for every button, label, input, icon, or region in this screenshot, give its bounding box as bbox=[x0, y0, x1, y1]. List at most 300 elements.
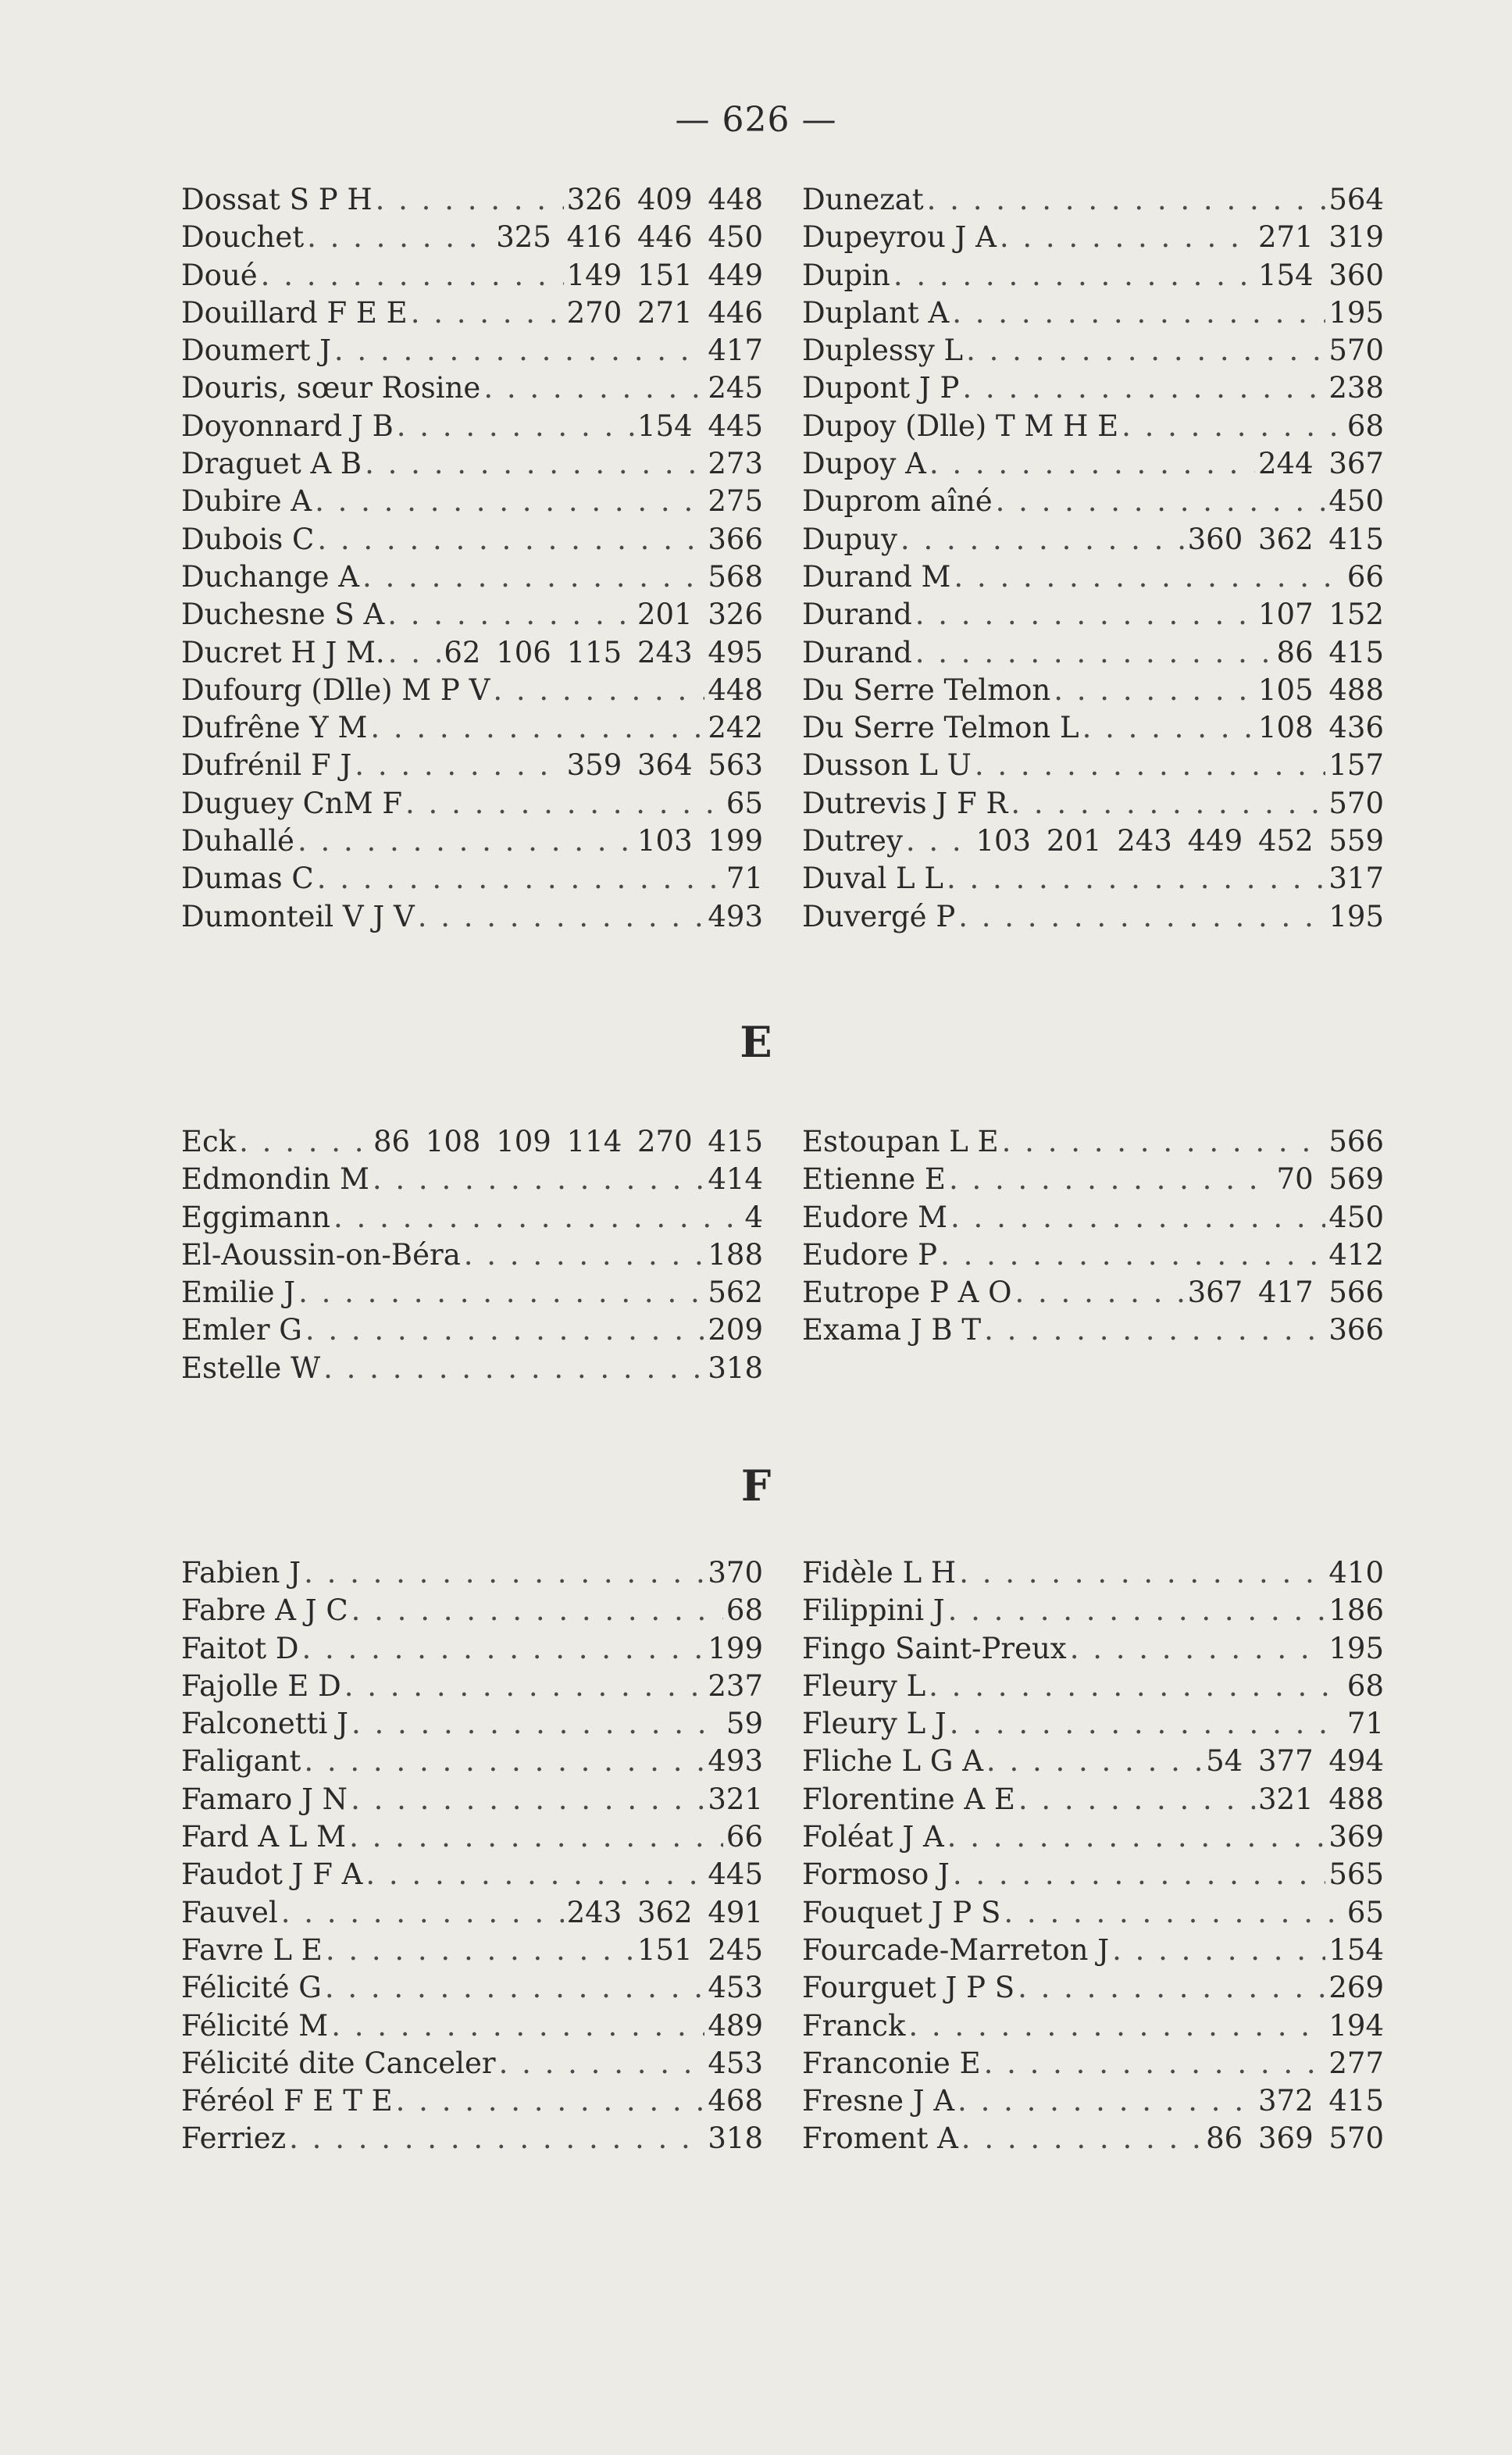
dot-leader bbox=[289, 2120, 704, 2157]
index-entry bbox=[802, 558, 1384, 596]
entry-name: Duprom aîné bbox=[802, 484, 993, 519]
index-entry bbox=[802, 1668, 1384, 1705]
index-entry bbox=[181, 1781, 763, 1818]
entry-name: Du Serre Telmon L bbox=[802, 711, 1079, 745]
dot-leader bbox=[1015, 1274, 1185, 1311]
entry-name: Dupoy A bbox=[802, 447, 926, 481]
entry-pages: 489 bbox=[708, 2008, 763, 2043]
dot-leader bbox=[1018, 1969, 1325, 2007]
entry-name: Fleury L J bbox=[802, 1707, 947, 1741]
index-entry bbox=[802, 1781, 1384, 1818]
entry-pages: 103 201 243 449 452 559 bbox=[975, 824, 1384, 858]
dot-leader bbox=[376, 181, 564, 219]
entry-name: Dutrey bbox=[802, 824, 903, 858]
entry-name: Dupoy (Dlle) T M H E bbox=[802, 409, 1119, 443]
dot-leader bbox=[900, 521, 1185, 558]
index-entry bbox=[181, 1894, 763, 1932]
dot-leader bbox=[304, 1743, 704, 1780]
entry-pages: 151 245 bbox=[637, 1932, 763, 1967]
dot-leader bbox=[239, 1123, 370, 1161]
dot-leader bbox=[323, 1350, 704, 1387]
entry-pages: 54 377 494 bbox=[1206, 1744, 1384, 1779]
index-entry bbox=[181, 785, 763, 822]
entry-name: Dufrénil F J bbox=[181, 748, 352, 783]
index-entry bbox=[181, 860, 763, 897]
entry-pages: 369 bbox=[1328, 1820, 1384, 1854]
column-left bbox=[181, 181, 763, 936]
dot-leader bbox=[1018, 1781, 1255, 1818]
entry-name: Franconie E bbox=[802, 2046, 981, 2080]
entry-pages: 195 bbox=[1328, 899, 1384, 933]
dot-leader bbox=[304, 1554, 704, 1592]
entry-pages: 4 bbox=[744, 1200, 763, 1234]
entry-name: Faligant bbox=[181, 1744, 301, 1779]
entry-name: Féréol F E T E bbox=[181, 2084, 393, 2118]
entry-pages: 468 bbox=[708, 2084, 763, 2118]
entry-name: Fard A L M bbox=[181, 1820, 347, 1854]
index-entry bbox=[181, 1274, 763, 1311]
dot-leader bbox=[355, 747, 563, 784]
index-entry bbox=[802, 860, 1384, 897]
dot-leader bbox=[315, 483, 704, 520]
entry-name: Doumert J bbox=[181, 334, 331, 368]
entry-name: Dumonteil V J V bbox=[181, 899, 415, 933]
index-entry bbox=[181, 1199, 763, 1236]
entry-name: Ducret H J M. bbox=[181, 635, 385, 669]
section-letter-f: F bbox=[740, 1461, 772, 1511]
entry-pages: 318 bbox=[708, 2121, 763, 2156]
dot-leader bbox=[351, 1705, 723, 1743]
entry-pages: 453 bbox=[708, 1971, 763, 2005]
index-entry bbox=[181, 1969, 763, 2007]
dot-leader bbox=[927, 181, 1326, 219]
entry-pages: 154 445 bbox=[637, 409, 763, 443]
entry-name: Fabre A J C bbox=[181, 1593, 348, 1628]
dot-leader bbox=[331, 2007, 704, 2045]
entry-name: Durand bbox=[802, 598, 912, 632]
index-entry bbox=[802, 1161, 1384, 1198]
entry-pages: 86 415 bbox=[1276, 635, 1384, 669]
index-entry bbox=[802, 521, 1384, 558]
dot-leader bbox=[953, 1856, 1326, 1893]
entry-pages: 245 bbox=[708, 371, 763, 405]
entry-pages: 450 bbox=[1328, 1200, 1384, 1234]
entry-pages: 65 bbox=[726, 786, 763, 820]
entry-pages: 568 bbox=[708, 559, 763, 594]
dot-leader bbox=[349, 1818, 723, 1856]
entry-name: Eudore P bbox=[802, 1237, 938, 1272]
entry-name: Fabien J bbox=[181, 1556, 301, 1590]
entry-name: Formoso J bbox=[802, 1857, 950, 1892]
dot-leader bbox=[333, 1199, 741, 1236]
index-entry bbox=[181, 294, 763, 332]
dot-leader bbox=[984, 1311, 1325, 1349]
entry-pages: 154 bbox=[1328, 1932, 1384, 1967]
entry-name: Eggimann bbox=[181, 1200, 331, 1234]
dot-leader bbox=[1082, 709, 1255, 747]
dot-leader bbox=[302, 1630, 705, 1668]
entry-pages: 59 bbox=[726, 1707, 763, 1741]
entry-name: Eudore M bbox=[802, 1200, 948, 1234]
index-entry bbox=[802, 1743, 1384, 1780]
section-e bbox=[181, 1123, 1384, 1387]
entry-pages: 186 bbox=[1328, 1593, 1384, 1628]
dot-leader bbox=[397, 408, 634, 445]
entry-name: Félicité G bbox=[181, 1971, 322, 2005]
entry-pages: 244 367 bbox=[1257, 447, 1384, 481]
entry-pages: 414 bbox=[708, 1162, 763, 1197]
dot-leader bbox=[1070, 1630, 1326, 1668]
entry-name: Fouquet J P S bbox=[802, 1895, 1001, 1929]
dot-leader bbox=[929, 445, 1255, 483]
column-right bbox=[802, 181, 1384, 936]
index-entry bbox=[802, 181, 1384, 219]
dot-leader bbox=[373, 1161, 704, 1198]
entry-name: Emilie J bbox=[181, 1276, 296, 1310]
index-entry bbox=[802, 1894, 1384, 1932]
index-entry bbox=[181, 408, 763, 445]
entry-name: Falconetti J bbox=[181, 1707, 348, 1741]
entry-name: Doué bbox=[181, 258, 258, 292]
entry-pages: 269 bbox=[1328, 1971, 1384, 2005]
dot-leader bbox=[966, 332, 1325, 369]
dot-leader bbox=[952, 294, 1325, 332]
entry-name: El-Aoussin-on-Béra bbox=[181, 1237, 461, 1272]
entry-name: Dossat S P H bbox=[181, 183, 373, 216]
index-entry bbox=[802, 332, 1384, 369]
entry-pages: 237 bbox=[708, 1668, 763, 1703]
entry-name: Examа J B T bbox=[802, 1313, 982, 1347]
index-entry bbox=[802, 1554, 1384, 1592]
dot-leader bbox=[281, 1894, 564, 1932]
dot-leader bbox=[947, 1818, 1326, 1856]
entry-pages: 209 bbox=[708, 1313, 763, 1347]
column-left bbox=[181, 1554, 763, 2158]
entry-name: Dupeyrou J A bbox=[802, 220, 997, 255]
dot-leader bbox=[344, 1668, 705, 1705]
entry-name: Favre L E bbox=[181, 1932, 323, 1967]
dot-leader bbox=[388, 634, 441, 672]
dot-leader bbox=[986, 1743, 1203, 1780]
index-entry bbox=[802, 898, 1384, 936]
entry-name: Estoupan L E bbox=[802, 1125, 999, 1158]
entry-pages: 453 bbox=[708, 2046, 763, 2080]
entry-pages: 199 bbox=[708, 1631, 763, 1665]
index-entry bbox=[181, 1236, 763, 1274]
index-entry bbox=[802, 1236, 1384, 1274]
entry-name: Dumas C bbox=[181, 862, 314, 896]
entry-name: Du Serre Telmon bbox=[802, 673, 1051, 707]
entry-name: Fauvel bbox=[181, 1895, 278, 1929]
index-entry bbox=[802, 672, 1384, 709]
index-entry bbox=[181, 1123, 763, 1161]
index-entry bbox=[181, 1630, 763, 1668]
dot-leader bbox=[298, 822, 634, 860]
dot-leader bbox=[957, 2082, 1255, 2120]
entry-pages: 65 bbox=[1346, 1895, 1384, 1929]
dot-leader bbox=[365, 445, 704, 483]
dot-leader bbox=[326, 1932, 634, 1969]
section-letter-e: E bbox=[740, 1017, 772, 1067]
entry-pages: 242 bbox=[708, 711, 763, 745]
entry-name: Douris, sœur Rosine bbox=[181, 371, 481, 405]
index-entry bbox=[802, 634, 1384, 672]
entry-name: Florentine A E bbox=[802, 1782, 1015, 1816]
entry-pages: 410 bbox=[1328, 1556, 1384, 1590]
index-entry bbox=[802, 257, 1384, 294]
entry-pages: 360 362 415 bbox=[1187, 522, 1384, 556]
entry-name: Eck bbox=[181, 1125, 237, 1158]
entry-name: Eutrope P A O bbox=[802, 1276, 1012, 1310]
index-entry bbox=[181, 1856, 763, 1893]
entry-name: Fresne J A bbox=[802, 2084, 955, 2118]
entry-name: Duchesne S A bbox=[181, 598, 385, 632]
dot-leader bbox=[499, 2045, 705, 2082]
entry-pages: 445 bbox=[708, 1857, 763, 1892]
entry-name: Félicité dite Canceler bbox=[181, 2046, 496, 2080]
entry-pages: 149 151 449 bbox=[566, 258, 763, 292]
entry-pages: 71 bbox=[1346, 1707, 1384, 1741]
index-entry bbox=[181, 2082, 763, 2120]
index-entry bbox=[181, 898, 763, 936]
entry-pages: 277 bbox=[1328, 2046, 1384, 2080]
entry-pages: 493 bbox=[708, 1744, 763, 1779]
entry-name: Félicité M bbox=[181, 2008, 329, 2043]
entry-name: Dupont J P bbox=[802, 371, 960, 405]
dot-leader bbox=[483, 369, 704, 407]
dot-leader bbox=[915, 634, 1274, 672]
index-entry bbox=[181, 1554, 763, 1592]
entry-name: Froment A bbox=[802, 2121, 958, 2156]
index-entry bbox=[802, 1592, 1384, 1629]
entry-pages: 570 bbox=[1328, 786, 1384, 820]
entry-pages: 103 199 bbox=[637, 824, 763, 858]
entry-pages: 108 436 bbox=[1257, 711, 1384, 745]
index-entry bbox=[181, 1818, 763, 1856]
entry-name: Doyonnard J B bbox=[181, 409, 394, 443]
entry-name: Dupuy bbox=[802, 522, 897, 556]
index-entry bbox=[181, 1350, 763, 1387]
entry-name: Dutrevis J F R bbox=[802, 786, 1008, 820]
index-entry bbox=[802, 408, 1384, 445]
dot-leader bbox=[366, 1856, 704, 1893]
entry-name: Duchange A bbox=[181, 559, 359, 594]
entry-name: Duplessy L bbox=[802, 334, 964, 368]
entry-name: Durand bbox=[802, 635, 912, 669]
entry-pages: 366 bbox=[1328, 1313, 1384, 1347]
index-entry bbox=[802, 219, 1384, 256]
index-entry bbox=[181, 2120, 763, 2157]
dot-leader bbox=[351, 1592, 723, 1629]
index-entry bbox=[181, 634, 763, 672]
entry-pages: 562 bbox=[708, 1276, 763, 1310]
section-f bbox=[181, 1554, 1384, 2158]
entry-name: Etienne E bbox=[802, 1162, 946, 1197]
section-d bbox=[181, 181, 1384, 936]
entry-pages: 317 bbox=[1328, 862, 1384, 896]
dot-leader bbox=[362, 558, 704, 596]
dot-leader bbox=[940, 1236, 1325, 1274]
index-entry bbox=[802, 747, 1384, 784]
index-entry bbox=[181, 181, 763, 219]
index-entry bbox=[802, 2120, 1384, 2157]
dot-leader bbox=[975, 747, 1326, 784]
entry-pages: 326 409 448 bbox=[566, 183, 763, 216]
entry-name: Dupin bbox=[802, 258, 890, 292]
column-right bbox=[802, 1554, 1384, 2158]
entry-name: Fliche L G A bbox=[802, 1744, 983, 1779]
dot-leader bbox=[464, 1236, 705, 1274]
entry-pages: 154 360 bbox=[1257, 258, 1384, 292]
entry-name: Fourcade-Marreton J bbox=[802, 1932, 1110, 1967]
index-entry bbox=[802, 1969, 1384, 2007]
dot-leader bbox=[959, 1554, 1325, 1592]
dot-leader bbox=[418, 898, 705, 936]
entry-name: Fourguet J P S bbox=[802, 1971, 1015, 2005]
entry-name: Douchet bbox=[181, 220, 305, 255]
index-entry bbox=[802, 1123, 1384, 1161]
index-entry bbox=[181, 2045, 763, 2082]
dot-leader bbox=[405, 785, 723, 822]
index-entry bbox=[802, 1199, 1384, 1236]
entry-pages: 273 bbox=[708, 447, 763, 481]
dot-leader bbox=[411, 294, 564, 332]
dot-leader bbox=[298, 1274, 704, 1311]
dot-leader bbox=[893, 257, 1255, 294]
dot-leader bbox=[954, 558, 1344, 596]
index-entry bbox=[802, 2082, 1384, 2120]
index-entry bbox=[802, 1311, 1384, 1349]
dot-leader bbox=[1112, 1932, 1325, 1969]
entry-name: Fleury L bbox=[802, 1668, 926, 1703]
dot-leader bbox=[387, 596, 634, 633]
index-entry bbox=[181, 1705, 763, 1743]
dot-leader bbox=[317, 521, 704, 558]
entry-pages: 68 bbox=[726, 1593, 763, 1628]
index-entry bbox=[181, 1311, 763, 1349]
dot-leader bbox=[1054, 672, 1255, 709]
dot-leader bbox=[305, 1311, 705, 1349]
entry-pages: 70 569 bbox=[1276, 1162, 1384, 1197]
entry-pages: 372 415 bbox=[1257, 2084, 1384, 2118]
entry-pages: 157 bbox=[1328, 748, 1384, 783]
index-entry bbox=[181, 558, 763, 596]
index-entry bbox=[181, 369, 763, 407]
index-entry bbox=[802, 294, 1384, 332]
dot-leader bbox=[1000, 219, 1255, 256]
entry-pages: 243 362 491 bbox=[566, 1895, 763, 1929]
entry-pages: 201 326 bbox=[637, 598, 763, 632]
index-entry bbox=[802, 483, 1384, 520]
entry-pages: 86 108 109 114 270 415 bbox=[373, 1125, 763, 1158]
dot-leader bbox=[915, 596, 1255, 633]
entry-name: Famaro J N bbox=[181, 1782, 348, 1816]
dot-leader bbox=[950, 1705, 1344, 1743]
entry-pages: 62 106 115 243 495 bbox=[444, 635, 763, 669]
entry-pages: 86 369 570 bbox=[1206, 2121, 1384, 2156]
dot-leader bbox=[929, 1668, 1344, 1705]
entry-pages: 321 bbox=[708, 1782, 763, 1816]
dot-leader bbox=[370, 709, 704, 747]
dot-leader bbox=[261, 257, 564, 294]
index-entry bbox=[802, 445, 1384, 483]
dot-leader bbox=[493, 672, 704, 709]
entry-pages: 417 bbox=[708, 334, 763, 368]
index-entry bbox=[802, 2007, 1384, 2045]
entry-name: Edmondin M bbox=[181, 1162, 369, 1197]
entry-name: Filippini J bbox=[802, 1593, 945, 1628]
entry-pages: 370 bbox=[708, 1556, 763, 1590]
entry-pages: 195 bbox=[1328, 1631, 1384, 1665]
index-entry bbox=[802, 1818, 1384, 1856]
entry-name: Dusson L U bbox=[802, 748, 972, 783]
entry-name: Dunezat bbox=[802, 183, 924, 216]
entry-name: Duvergé P bbox=[802, 899, 956, 933]
entry-name: Fajolle E D bbox=[181, 1668, 341, 1703]
entry-pages: 238 bbox=[1328, 371, 1384, 405]
column-left bbox=[181, 1123, 763, 1387]
entry-name: Dufourg (Dlle) M P V bbox=[181, 673, 490, 707]
index-entry bbox=[181, 747, 763, 784]
entry-pages: 566 bbox=[1328, 1125, 1384, 1158]
dot-leader bbox=[325, 1969, 705, 2007]
entry-name: Faitot D bbox=[181, 1631, 299, 1665]
page-number: — 626 — bbox=[675, 100, 837, 140]
entry-pages: 188 bbox=[708, 1237, 763, 1272]
entry-pages: 564 bbox=[1328, 183, 1384, 216]
entry-name: Emler G bbox=[181, 1313, 302, 1347]
dot-leader bbox=[1011, 785, 1325, 822]
index-entry bbox=[181, 2007, 763, 2045]
index-entry bbox=[181, 445, 763, 483]
index-entry bbox=[181, 1668, 763, 1705]
index-entry bbox=[802, 785, 1384, 822]
entry-pages: 565 bbox=[1328, 1857, 1384, 1892]
index-entry bbox=[181, 672, 763, 709]
entry-name: Foléat J A bbox=[802, 1820, 944, 1854]
entry-pages: 493 bbox=[708, 899, 763, 933]
entry-pages: 66 bbox=[726, 1820, 763, 1854]
index-entry bbox=[802, 1856, 1384, 1893]
dot-leader bbox=[948, 1592, 1326, 1629]
index-entry bbox=[802, 1630, 1384, 1668]
entry-pages: 359 364 563 bbox=[566, 748, 763, 783]
entry-name: Estelle W bbox=[181, 1351, 321, 1385]
dot-leader bbox=[984, 2045, 1326, 2082]
entry-name: Duplant A bbox=[802, 295, 950, 330]
entry-name: Dubois C bbox=[181, 522, 315, 556]
entry-pages: 68 bbox=[1346, 1668, 1384, 1703]
index-entry bbox=[181, 1743, 763, 1780]
entry-name: Faudot J F A bbox=[181, 1857, 363, 1892]
index-entry bbox=[181, 709, 763, 747]
entry-name: Fidèle L H bbox=[802, 1556, 957, 1590]
index-entry bbox=[181, 596, 763, 633]
index-entry bbox=[802, 369, 1384, 407]
dot-leader bbox=[908, 2007, 1325, 2045]
dot-leader bbox=[317, 860, 723, 897]
entry-pages: 270 271 446 bbox=[566, 295, 763, 330]
index-entry bbox=[181, 521, 763, 558]
dot-leader bbox=[949, 1161, 1274, 1198]
entry-pages: 271 319 bbox=[1257, 220, 1384, 255]
dot-leader bbox=[961, 2120, 1203, 2157]
entry-pages: 105 488 bbox=[1257, 673, 1384, 707]
dot-leader bbox=[351, 1781, 704, 1818]
entry-pages: 318 bbox=[708, 1351, 763, 1385]
entry-pages: 450 bbox=[1328, 484, 1384, 519]
entry-pages: 66 bbox=[1346, 559, 1384, 594]
